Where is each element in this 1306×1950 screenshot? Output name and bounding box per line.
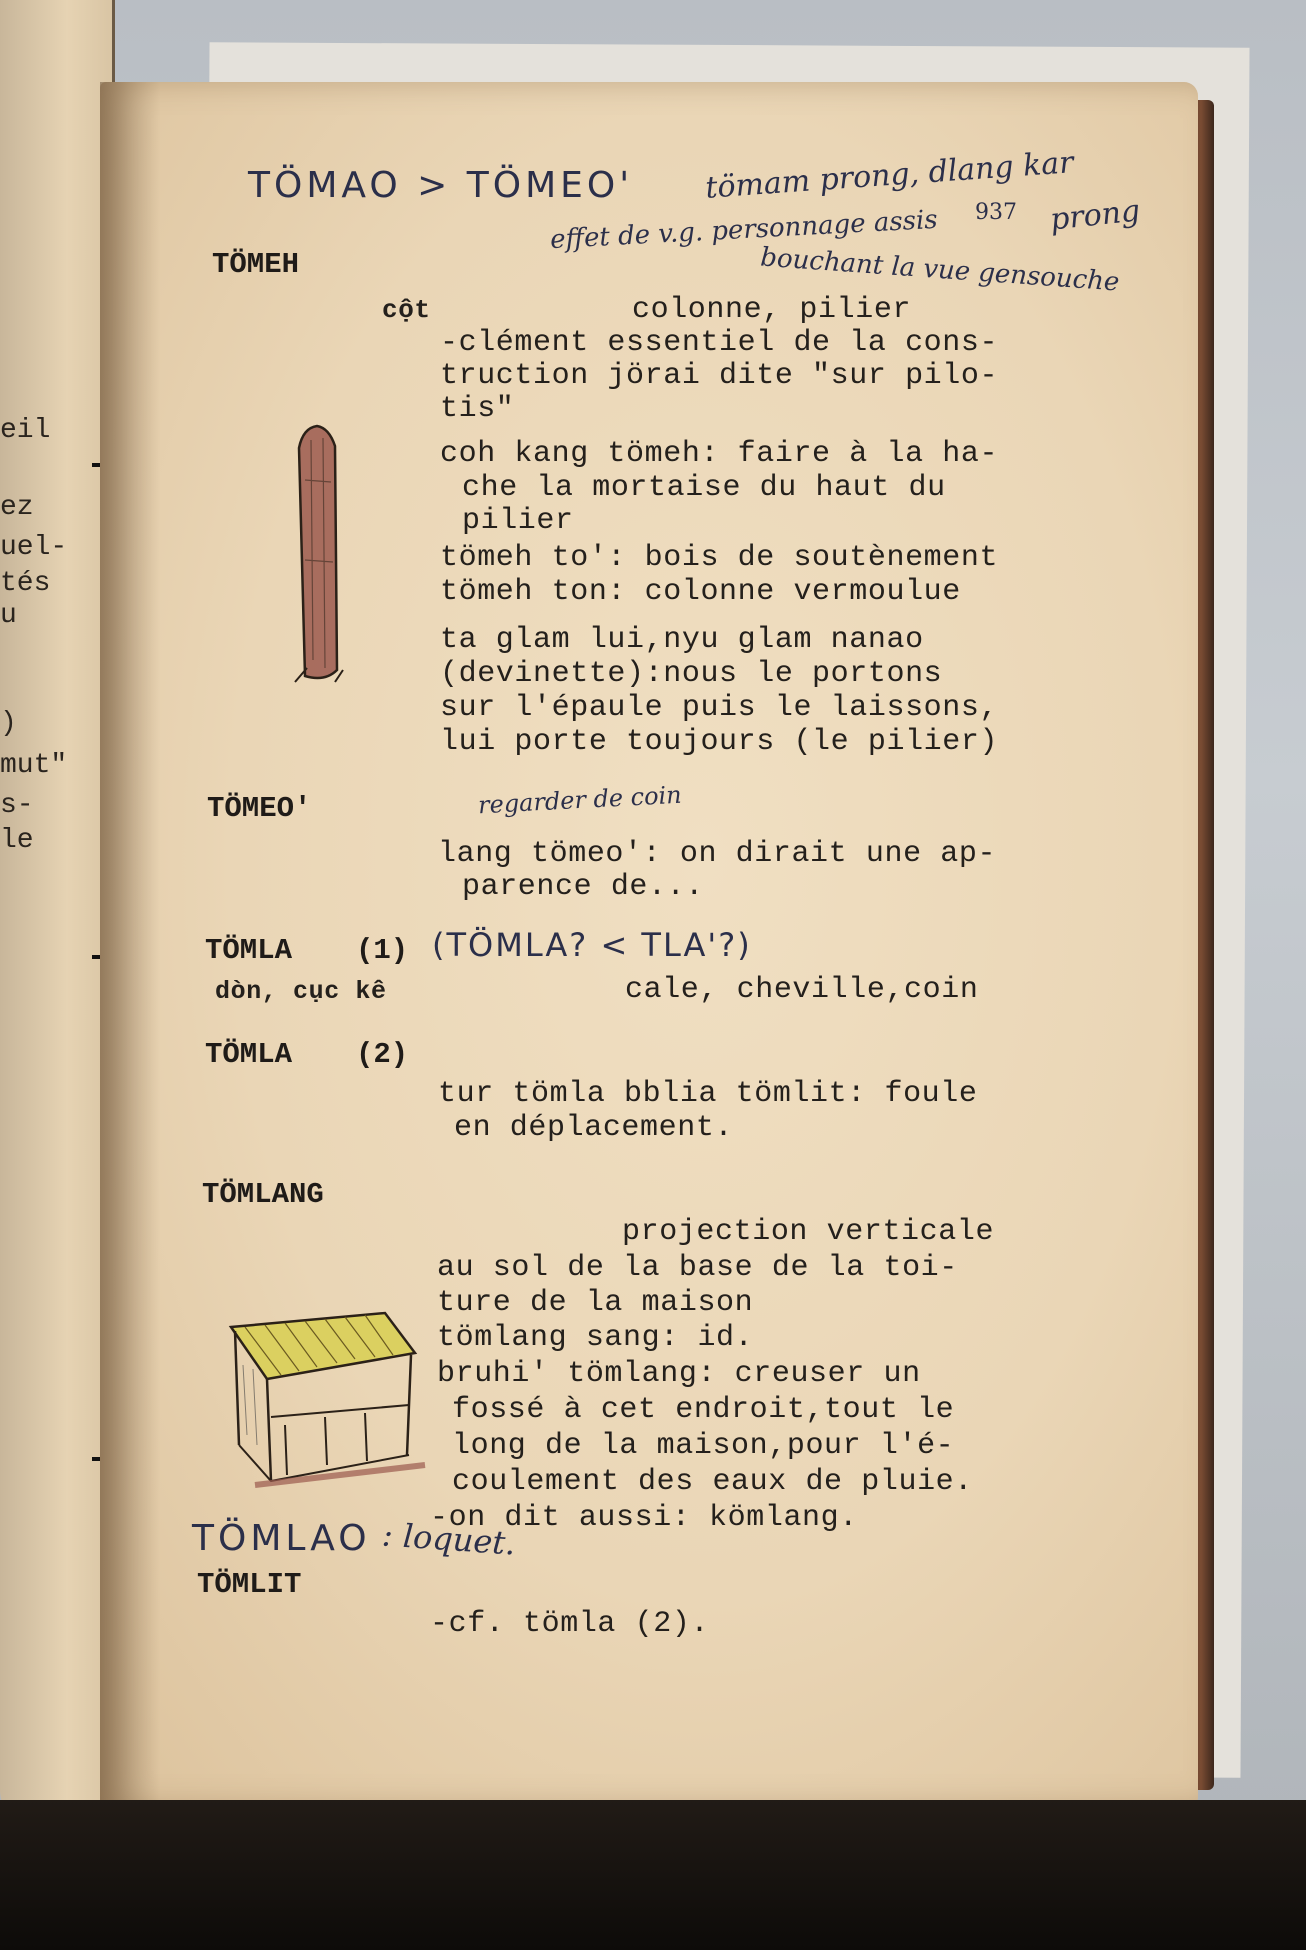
entry-line: tömeh to': bois de soutènement bbox=[440, 541, 999, 575]
handwritten-note: : loquet. bbox=[380, 1515, 517, 1563]
entry-line: tömlang sang: id. bbox=[437, 1321, 754, 1355]
entry-line: cale, cheville,coin bbox=[625, 973, 979, 1007]
entry-number: (2) bbox=[356, 1038, 409, 1071]
entry-headword: TÖMEO' bbox=[207, 792, 312, 825]
left-page-fragment: le bbox=[0, 825, 34, 856]
handwritten-note: effet de v.g. personnage assis bbox=[549, 204, 939, 256]
left-page-fragment: uel- bbox=[0, 532, 68, 563]
entry-line: ture de la maison bbox=[437, 1286, 754, 1320]
entry-number: (1) bbox=[356, 934, 409, 967]
entry-headword: TÖMLANG bbox=[202, 1178, 324, 1211]
entry-line: au sol de la base de la toi- bbox=[437, 1251, 958, 1285]
entry-line: che la mortaise du haut du bbox=[462, 471, 946, 505]
left-page-fragment: ez bbox=[0, 492, 34, 523]
left-page-fragment: ) bbox=[0, 708, 17, 739]
entry-headword: TÖMLIT bbox=[197, 1568, 302, 1601]
entry-line: -on dit aussi: kömlang. bbox=[430, 1501, 858, 1535]
handwritten-note: bouchant la vue gensouche bbox=[759, 242, 1121, 298]
entry-line: truction jörai dite "sur pilo- bbox=[440, 359, 999, 393]
entry-headword: TÖMEH bbox=[212, 248, 300, 281]
entry-line: tur tömla bblia tömlit: foule bbox=[438, 1077, 978, 1111]
entry-line: -clément essentiel de la cons- bbox=[440, 326, 999, 360]
entry-line: colonne, pilier bbox=[632, 293, 912, 327]
entry-line: -cf. tömla (2). bbox=[430, 1607, 710, 1641]
pillar-drawing bbox=[285, 420, 365, 690]
entry-line: tömeh ton: colonne vermoulue bbox=[440, 575, 961, 609]
left-page bbox=[0, 0, 115, 1830]
roof-drawing bbox=[225, 1305, 435, 1495]
handwritten-note: prong bbox=[1048, 193, 1142, 238]
entry-line: (devinette):nous le portons bbox=[440, 657, 943, 691]
left-page-fragment: u bbox=[0, 600, 17, 631]
handwritten-note: regarder de coin bbox=[477, 780, 683, 820]
spine-shadow bbox=[100, 82, 160, 1807]
handwritten-note: tömam prong, dlang kar bbox=[704, 145, 1075, 206]
page-number: 937 bbox=[975, 200, 1017, 225]
entry-line: en déplacement. bbox=[454, 1111, 734, 1145]
entry-line: parence de... bbox=[462, 870, 704, 904]
entry-line: lui porte toujours (le pilier) bbox=[440, 725, 999, 759]
left-page-fragment: eil bbox=[0, 415, 51, 446]
vietnamese-gloss: cột bbox=[382, 295, 431, 325]
entry-line: coulement des eaux de pluie. bbox=[452, 1465, 973, 1499]
left-page-fragment: mut" bbox=[0, 750, 68, 781]
entry-line: coh kang tömeh: faire à la ha- bbox=[440, 437, 999, 471]
handwritten-note: (TÖMLA? < TLA'?) bbox=[432, 926, 752, 964]
entry-line: ta glam lui,nyu glam nanao bbox=[440, 623, 924, 657]
vietnamese-gloss: dòn, cục kê bbox=[215, 977, 387, 1006]
entry-line: tis" bbox=[440, 392, 515, 426]
entry-headword: TÖMLA bbox=[205, 1038, 293, 1071]
bottom-shadow bbox=[0, 1800, 1306, 1950]
entry-headword: TÖMLA bbox=[205, 934, 293, 967]
entry-line: projection verticale bbox=[622, 1215, 995, 1249]
entry-line: bruhi' tömlang: creuser un bbox=[437, 1357, 921, 1391]
entry-line: fossé à cet endroit,tout le bbox=[452, 1393, 955, 1427]
handwritten-heading: TÖMAO > TÖMEO' bbox=[248, 165, 634, 206]
entry-line: lang tömeo': on dirait une ap- bbox=[438, 837, 997, 871]
handwritten-heading: TÖMLAO bbox=[192, 1518, 371, 1559]
entry-line: long de la maison,pour l'é- bbox=[452, 1429, 955, 1463]
left-page-fragment: s- bbox=[0, 790, 34, 821]
left-page-fragment: tés bbox=[0, 568, 51, 599]
entry-line: sur l'épaule puis le laissons, bbox=[440, 691, 999, 725]
entry-line: pilier bbox=[462, 504, 574, 538]
